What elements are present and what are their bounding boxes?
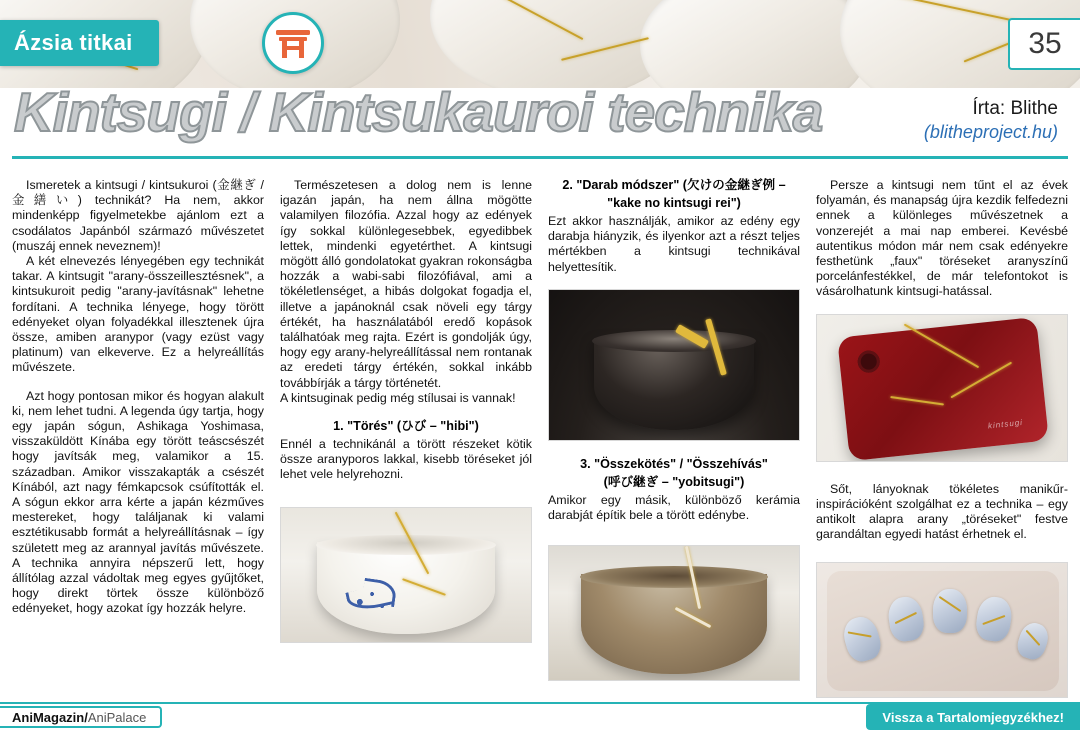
paragraph: A két elnevezés lényegében egy technikát takar. A kintsugit "arany-összeillesztésnek", a kintsukuroit pedig "arany-javításnak" lehetne fordítani. A technika lényege, hogy törött edényeket olyan folyadékkal illesztenek újra össze, amiben aranypor (vagy ezüst vagy platinum) van elkeverve. Ez a helyreállítás művészete. — [12, 254, 264, 375]
byline — [924, 98, 1058, 143]
nail-shape — [840, 614, 885, 666]
magazine-brand — [0, 706, 162, 728]
subheading-osszekotes-line1: 3. "Összekötés" / "Összehívás" — [580, 456, 768, 471]
byline-url[interactable]: (blitheproject.hu) — [923, 122, 1058, 142]
phone-case-brand: kintsugi — [987, 417, 1024, 431]
byline-author: Írta: Blithe — [972, 98, 1058, 119]
paragraph: Ennél a technikánál a törött részeket kötik össze aranyporos lakkal, kisebb töréseket jól lehet vele helyrehozni. — [280, 437, 532, 482]
camera-lens-icon — [857, 349, 881, 373]
back-to-contents-link[interactable]: Vissza a Tartalomjegyzékhez! — [866, 704, 1080, 730]
column-2 — [280, 178, 532, 690]
paragraph: Természetesen a dolog nem is lenne igazán japán, ha nem állna mögötte valamilyen filozófia. Azzal hogy az edények így sokkal különlegesebbek, egyedibbek lettek, mindenki egyetérthet. A kintsugi mögött álló gondolatokat gyakran rokonságba hozzák a wabi-sabi filozófiával, ami a tökéletlenséget, a hibás dolgokat fogadja el, illetve a japánoknál csak növeli egy tárgy értékét, ha használatából eredő kopások találhatóak meg rajta. Ezért is gondolják úgy, hogy egy arany-helyreállítással nem rontanak az eredeti tárgy értékén, sokkal inkább továbbírják a tárgy történetét. — [280, 178, 532, 390]
paragraph: Persze a kintsugi nem tűnt el az évek folyamán, és manapság újra kezdik felfedezni ennek a különleges művészetnek a vonzerejét a mai nap emberei. Kevésbé autentikus módon már nem csak edényekre festhetünk „faux" töréseket aranyszínű porcelánfestékkel, de már telefontokot is vásárolhatunk kintsugi-hatással. — [816, 178, 1068, 299]
bird-illustration — [343, 578, 399, 618]
brand-sub: AniPalace — [87, 709, 147, 725]
paragraph: A kintsuginak pedig még stílusai is vannak! — [280, 390, 516, 405]
column-4 — [816, 178, 1068, 690]
paragraph: Sőt, lányoknak tökéletes manikűr-inspirációként szolgálhat ez a technika – egy antikolt alapra arany „töréseket" festve garandáltan egyedi hatást érhetnek el. — [816, 481, 1068, 542]
phone-case-shape — [837, 317, 1049, 461]
subheading-darab-modszer-line2: "kake no kintsugi rei") — [607, 196, 741, 210]
page-title: Kintsugi / Kintsukauroi technika — [14, 81, 823, 143]
nail-shape — [1014, 620, 1052, 663]
page-number: 35 — [1008, 18, 1080, 70]
nail-shape — [886, 595, 926, 643]
red-phone-case-photo — [816, 314, 1068, 462]
gold-crack-line — [890, 396, 944, 405]
subheading-darab-modszer-line1: 2. "Darab módszer" (欠けの金継ぎ例 – — [562, 178, 786, 192]
section-label: Ázsia titkai — [0, 20, 159, 66]
title-zone — [0, 81, 1080, 156]
brand-name: AniMagazin/ — [12, 709, 88, 725]
kintsugi-manicure-photo — [816, 562, 1068, 698]
brown-bowl-photo — [548, 545, 800, 681]
title-divider — [12, 156, 1068, 159]
hand-shape — [827, 571, 1059, 691]
black-tea-bowl-photo — [548, 289, 800, 441]
gold-crack-line — [950, 361, 1012, 398]
blue-painted-bowl-photo — [280, 507, 532, 643]
paragraph: Azt hogy pontosan mikor és hogyan alakult ki, nem lehet tudni. A legenda úgy tartja, hogy egy japán sógun, Ashikaga Yoshimasa, visszaküldött Kínába egy törött teáscsészét hogy javítsák meg, valamikor a 15. században. Amikor visszakapták a csészét Kínából, azt nagy fémkapcsok csúfították el. A sógun ekkor arra kérte a japán kézműves mestereket, hogy találjanak ki valami esztétikusabb formát a helyreállításnak – így született meg az arannyal javítás művészete. A technika annyira népszerű lett, hogy állítólag azzal vádoltak meg egyes gyűjtőket, hogy direkt törtek össze különböző edényeket, hogy azokat így hozzák helyre. — [12, 388, 264, 616]
ceramic-shard — [640, 0, 870, 88]
subheading-torés: 1. "Törés" (ひび – "hibi") — [333, 419, 479, 434]
gold-crack-line — [904, 323, 979, 368]
subheading-osszekotes-line2: (呼び継ぎ – "yobitsugi") — [603, 474, 745, 489]
bowl-shape — [581, 574, 767, 674]
paragraph: Amikor egy másik, különböző kerámia darabját építik bele a törött edénybe. — [548, 492, 800, 523]
paragraph: Ezt akkor használják, amikor az edény egy darabja hiányzik, és ilyenkor azt a részt teljes mértékben a kintsugi technikával helyettesítik. — [548, 214, 800, 274]
paragraph: Ismeretek a kintsugi / kintsukuroi (金継ぎ / 金繕い) technikát? Ha nem, akkor mindenképp figyelmetekbe ajánlom ezt a csodálatos Japánból származó művészetet (muszáj ennek neveznem)! — [12, 178, 264, 253]
nail-shape — [933, 589, 967, 633]
nail-shape — [974, 595, 1014, 643]
column-1 — [12, 178, 264, 690]
column-3 — [548, 178, 800, 690]
torii-gate-icon — [262, 12, 324, 74]
article-columns — [12, 178, 1068, 690]
header-photo-band — [0, 0, 1080, 88]
bowl-shape — [594, 338, 754, 430]
